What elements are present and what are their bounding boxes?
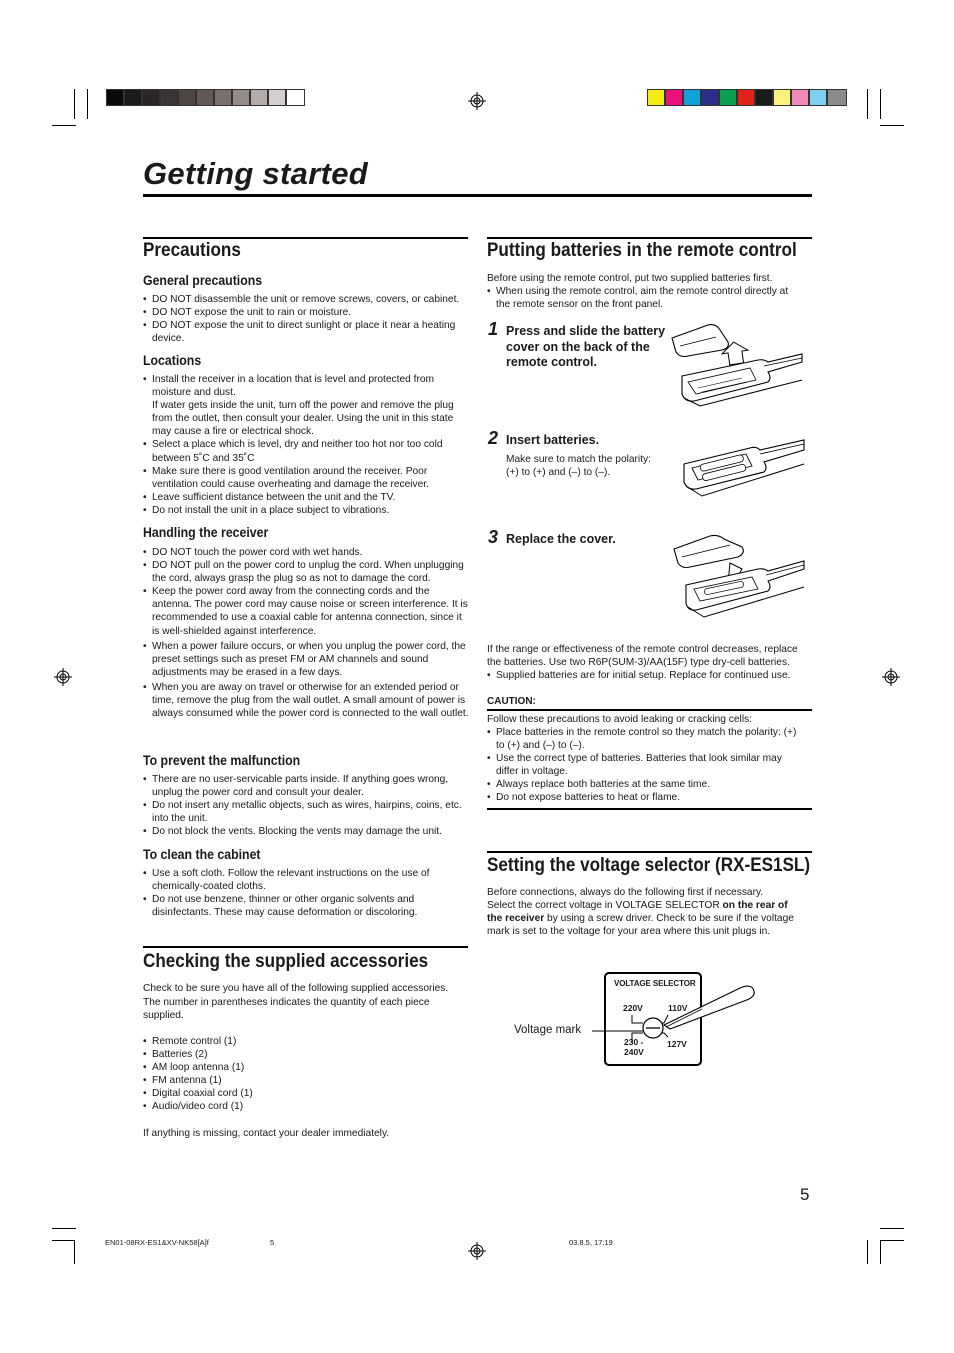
precautions-title: Precautions	[143, 240, 241, 261]
batteries-title: Putting batteries in the remote control	[487, 240, 797, 261]
list-item: • DO NOT disassemble the unit or remove screws, covers, or cabinet.	[143, 293, 469, 306]
list-item: • When a power failure occurs, or when you unplug the power cord, the preset settings such as preset FM or AM channels and sound adjustments may be erased in a few days.	[143, 640, 469, 679]
cabinet-list	[143, 867, 453, 919]
list-item: • Select a place which is level, dry and neither too hot nor too cold between 5˚C and 35˚C	[143, 438, 467, 464]
color-swatch	[809, 89, 827, 106]
gray-swatch	[142, 89, 160, 106]
gray-swatch	[214, 89, 232, 106]
color-swatch	[791, 89, 809, 106]
color-swatch	[719, 89, 737, 106]
title-rule	[143, 194, 812, 197]
list-item: • When using the remote control, aim the remote control directly at the remote sensor on the front panel.	[487, 285, 805, 311]
voltage-instructions	[487, 886, 813, 938]
registration-mark	[468, 1242, 486, 1260]
gray-swatch	[232, 89, 250, 106]
voltage-mark-callout: Voltage mark	[514, 1024, 582, 1036]
voltage-line-bold: the receiver	[487, 913, 545, 925]
malfunction-list	[143, 773, 467, 838]
registration-mark	[468, 92, 486, 110]
voltage-line: mark is set to the voltage for your area where this unit plugs in.	[487, 926, 771, 938]
registration-mark	[54, 668, 72, 686]
gray-swatch	[124, 89, 142, 106]
list-item: • Always replace both batteries at the same time.	[487, 778, 803, 791]
color-swatch	[701, 89, 719, 106]
color-swatch	[683, 89, 701, 106]
malfunction-heading: To prevent the malfunction	[143, 752, 301, 768]
list-item: • Batteries (2)	[143, 1048, 443, 1061]
list-item: • DO NOT expose the unit to direct sunlight or place it near a heating device.	[143, 319, 469, 345]
voltage-line-text: Select the correct voltage in VOLTAGE SELECTOR	[487, 900, 723, 912]
voltage-line	[487, 899, 813, 912]
page-number: 5	[800, 1185, 810, 1204]
caution-list	[487, 726, 803, 805]
list-item: • DO NOT expose the unit to rain or moisture.	[143, 306, 469, 319]
locations-list	[143, 373, 467, 517]
list-item: • Do not insert any metallic objects, such as wires, hairpins, coins, etc. into the unit.	[143, 799, 467, 825]
page-title: Getting started	[143, 156, 368, 191]
list-item: • AM loop antenna (1)	[143, 1061, 443, 1074]
list-item: • DO NOT touch the power cord with wet hands.	[143, 546, 469, 559]
batteries-intro: Before using the remote control, put two supplied batteries first.	[487, 273, 773, 284]
step-text: Press and slide the battery cover on the back of the remote control.	[506, 324, 666, 369]
accessories-list	[143, 1035, 443, 1114]
caution-rule-top	[487, 709, 812, 711]
gray-swatch	[196, 89, 214, 106]
general-precautions-list	[143, 293, 469, 345]
remote-replace-cover-illustration	[670, 533, 810, 621]
batteries-rule	[487, 237, 812, 239]
footer-file: EN01-08RX-ES1&XV-NK58[A]f	[105, 1238, 209, 1247]
voltage-220: 220V	[623, 1003, 643, 1013]
remote-insert-batteries-illustration	[680, 434, 808, 500]
list-item: • FM antenna (1)	[143, 1074, 443, 1087]
color-swatch	[665, 89, 683, 106]
precautions-rule	[143, 237, 468, 239]
color-swatch	[827, 89, 847, 106]
list-item: • Place batteries in the remote control so they match the polarity: (+) to (+) and (–) to (–).	[487, 726, 803, 752]
list-item: • There are no user-servicable parts inside. If anything goes wrong, unplug the power cord and consult your dealer.	[143, 773, 467, 799]
voltage-line: Before connections, always do the following first if necessary.	[487, 887, 764, 898]
batteries-after-list	[487, 669, 807, 682]
voltage-230: 230 -	[624, 1037, 644, 1047]
accessories-title: Checking the supplied accessories	[143, 951, 429, 972]
color-swatch	[737, 89, 755, 106]
remote-cover-open-illustration	[668, 322, 808, 410]
step-text: Insert batteries.	[506, 433, 600, 447]
color-swatch	[647, 89, 665, 106]
list-item: • Keep the power cord away from the connecting cords and the antenna. The power cord may cause noise or screen interference. It is recommended to use a coaxial cable for antenna connection, since it is well-shielded against interference.	[143, 585, 469, 637]
handling-list	[143, 546, 469, 720]
list-item-continuation: If water gets inside the unit, turn off the power and remove the plug from the outlet, then consult your dealer. Using the unit in this state may cause a fire or electrical shock.	[152, 400, 454, 438]
voltage-line-text: by using a screw driver. Check to be sure if the voltage	[544, 913, 794, 925]
cabinet-heading: To clean the cabinet	[143, 846, 261, 862]
registration-mark	[882, 668, 900, 686]
caution-rule-bottom	[487, 808, 812, 810]
step-note: Make sure to match the polarity: (+) to (+) and (–) to (–).	[506, 454, 651, 479]
voltage-line	[487, 912, 813, 925]
list-item: • Use a soft cloth. Follow the relevant instructions on the use of chemically-coated cloths.	[143, 867, 453, 893]
footer-sheet: 5	[270, 1238, 275, 1247]
gray-swatch	[160, 89, 178, 106]
general-precautions-heading: General precautions	[143, 272, 263, 288]
step-number: 3	[488, 527, 499, 547]
voltage-110: 110V	[668, 1003, 688, 1013]
voltage-240: 240V	[624, 1047, 644, 1057]
list-item: • Leave sufficient distance between the unit and the TV.	[143, 491, 467, 504]
gray-swatch	[106, 89, 124, 106]
batteries-intro-list	[487, 285, 805, 311]
accessories-footer: If anything is missing, contact your dealer immediately.	[143, 1128, 390, 1139]
batteries-after: If the range or effectiveness of the remote control decreases, replace the batteries. Use two R6P(SUM-3)/AA(15F) type dry-cell batteries.	[487, 644, 798, 669]
voltage-rule	[487, 851, 812, 853]
list-item: • Use the correct type of batteries. Batteries that look similar may differ in voltage.	[487, 752, 803, 778]
list-item: • Audio/video cord (1)	[143, 1100, 443, 1113]
handling-heading: Handling the receiver	[143, 524, 269, 540]
list-item: • Digital coaxial cord (1)	[143, 1087, 443, 1100]
accessories-intro: Check to be sure you have all of the following supplied accessories. The number in parentheses indicates the quantity of each piece supplied.	[143, 983, 449, 1022]
gray-swatch	[286, 89, 305, 106]
voltage-panel-label: VOLTAGE SELECTOR	[614, 979, 696, 988]
voltage-title: Setting the voltage selector (RX-ES1SL)	[487, 855, 811, 876]
step-text: Replace the cover.	[506, 532, 616, 546]
list-item: • Install the receiver in a location that is level and protected from moisture and dust.	[143, 373, 467, 399]
list-item: • Do not expose batteries to heat or flame.	[487, 791, 803, 804]
gray-swatch	[178, 89, 196, 106]
list-item: • Do not block the vents. Blocking the vents may damage the unit.	[143, 825, 467, 838]
step-number: 1	[488, 319, 499, 339]
list-item: • Make sure there is good ventilation around the receiver. Poor ventilation could cause overheating and damage the receiver.	[143, 465, 467, 491]
gray-swatch	[268, 89, 286, 106]
caution-intro: Follow these precautions to avoid leaking or cracking cells:	[487, 714, 753, 725]
voltage-switch-and-screwdriver	[590, 985, 760, 1055]
list-item: • Do not install the unit in a place subject to vibrations.	[143, 504, 467, 517]
color-swatch	[755, 89, 773, 106]
voltage-127: 127V	[667, 1039, 687, 1049]
caution-heading: CAUTION:	[487, 696, 536, 707]
list-item: • Supplied batteries are for initial setup. Replace for continued use.	[487, 669, 807, 682]
footer-datetime: 03.8.5, 17:19	[569, 1238, 613, 1247]
list-item: • Do not use benzene, thinner or other organic solvents and disinfectants. These may cause deformation or discoloring.	[143, 893, 453, 919]
list-item: • When you are away on travel or otherwise for an extended period or time, remove the plug from the wall outlet. A small amount of power is always consumed while the power cord is connected to the wall outlet.	[143, 681, 469, 720]
accessories-rule	[143, 946, 468, 948]
gray-swatch	[250, 89, 268, 106]
list-item: • Remote control (1)	[143, 1035, 443, 1048]
color-swatch	[773, 89, 791, 106]
locations-heading: Locations	[143, 352, 202, 368]
voltage-line-bold: on the rear of	[722, 900, 788, 912]
step-number: 2	[488, 428, 499, 448]
list-item: • DO NOT pull on the power cord to unplug the cord. When unplugging the cord, always grasp the plug so as not to damage the cord.	[143, 559, 469, 585]
